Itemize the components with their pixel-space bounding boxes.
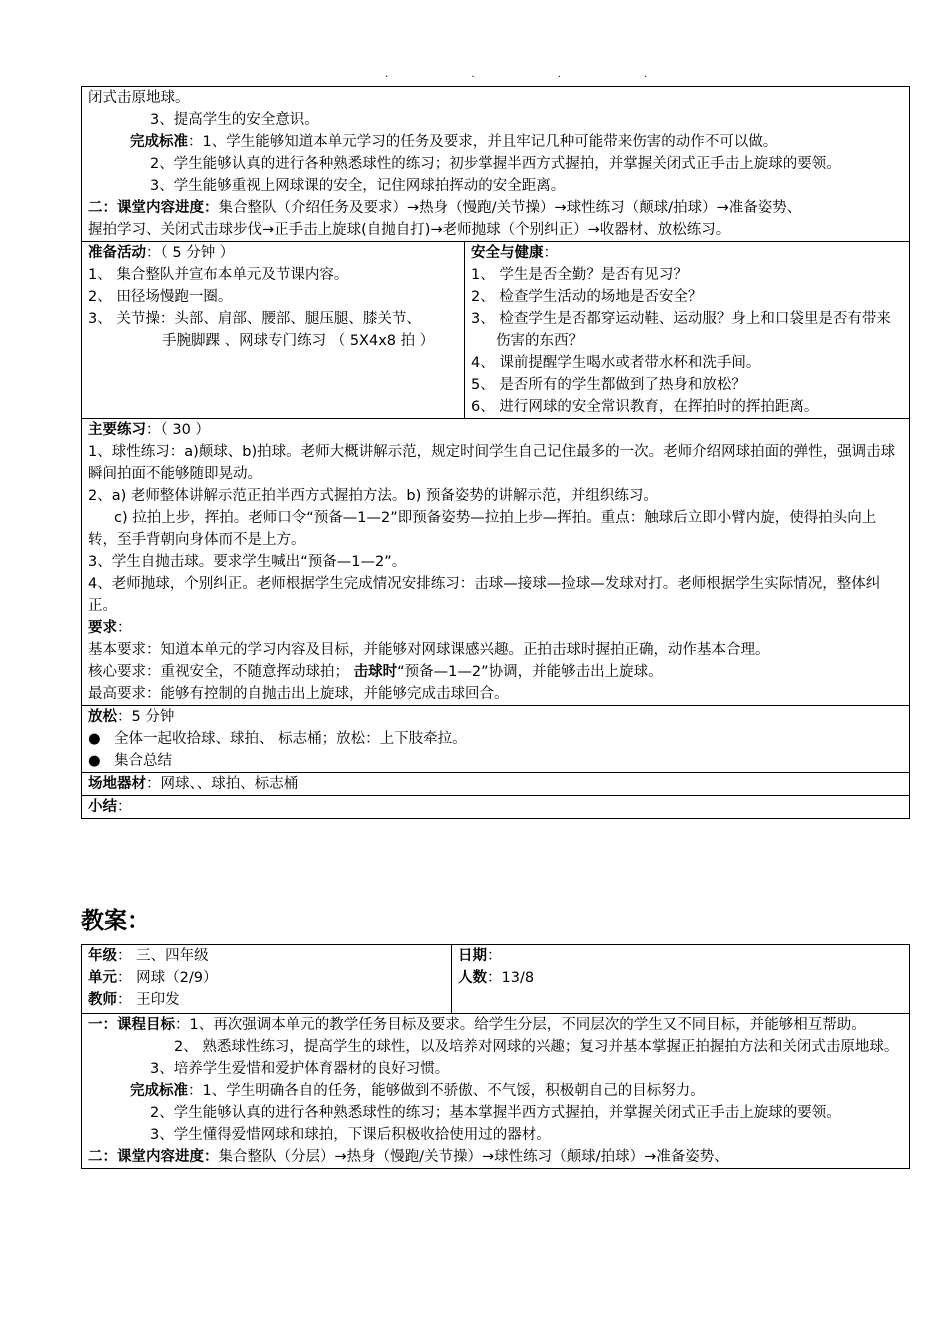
main-heading: 主要练习：（ 30 ）: [88, 422, 210, 438]
info-left: [82, 945, 452, 1014]
standard2-1: 完成标准：1、学生明确各自的任务，能够做到不骄傲、不气馁，积极朝自己的目标努力。: [130, 1083, 705, 1099]
standard-1: 完成标准：1、学生能够知道本单元学习的任务及要求，并且牢记几种可能带来伤害的动作不可以做。: [130, 134, 778, 150]
standard2-label: 完成标准: [130, 1083, 188, 1099]
main-line: 4、老师抛球，个别纠正。老师根据学生完成情况安排练习：击球—接球—捡球—发球对打。老师根据学生实际情况，整体纠正。: [88, 576, 881, 614]
goal2-3: 3、培养学生爱惜和爱护体育器材的良好习惯。: [150, 1061, 450, 1077]
goal-3: 3、提高学生的安全意识。: [150, 112, 319, 128]
safety-section: [465, 242, 910, 419]
requirements-label: 要求: [88, 620, 117, 636]
safety-heading: 安全与健康：: [471, 245, 558, 261]
requirement-core: 核心要求：重视安全，不随意挥动球拍； 击球时“预备—1—2”协调，并能够击出上旋球。: [88, 664, 663, 680]
equipment-section: 场地器材：网球、、球拍、标志桶: [82, 773, 910, 796]
count-line: 人数：13/8: [458, 970, 535, 986]
progress2-line-1: 二：课堂内容进度：集合整队（分层）→热身（慢跑/关节操）→球性练习（颠球/拍球）→准备姿势、: [88, 1149, 729, 1165]
safety-item: 5、 是否所有的学生都做到了热身和放松？: [471, 377, 746, 393]
teacher-line: 教师： 王印发: [88, 992, 180, 1008]
standard2-2: 2、学生能够认真的进行各种熟悉球性的练习；基本掌握半西方式握拍，并掌握关闭式正手击上旋球的要领。: [150, 1105, 841, 1121]
progress-line-2: 握拍学习、关闭式击球步伐→正手击上旋球(自抛自打)→老师抛球（个别纠正）→收器材、放松练习。: [88, 222, 731, 238]
prep-item: 2、 田径场慢跑一圈。: [88, 289, 233, 305]
safety-item: 3、 检查学生是否都穿运动鞋、运动服？身上和口袋里是否有带来伤害的东西？: [471, 311, 891, 349]
main-line: 2、a) 老师整体讲解示范正拍半西方式握拍方法。b) 预备姿势的讲解示范，并组织练习。: [88, 488, 658, 504]
goals2-section: [82, 1014, 910, 1169]
standard2-3: 3、学生懂得爱惜网球和球拍，下课后积极收拾使用过的器材。: [150, 1127, 551, 1143]
grade-label: 年级: [88, 948, 117, 964]
progress-label: 二：课堂内容进度：: [88, 200, 219, 216]
relax-section: [82, 706, 910, 773]
date-line: 日期：: [458, 948, 502, 964]
progress-line-1: 二：课堂内容进度：集合整队（介绍任务及要求）→热身（慢跑/关节操）→球性练习（颠球/拍球）→准备姿势、: [88, 200, 802, 216]
summary-section: 小结：: [82, 796, 910, 819]
standard-2: 2、学生能够认真的进行各种熟悉球性的练习；初步掌握半西方式握拍，并掌握关闭式正手击上旋球的要领。: [150, 156, 841, 172]
main-section: [82, 419, 910, 706]
lesson2-table: [81, 944, 910, 1169]
main-line-c: c) 拉拍上步，挥拍。老师口令“预备—1—2”即预备姿势—拉拍上步—挥拍。重点：触球后立即小臂内旋，使得拍头向上转，至手背朝向身体而不是上方。: [88, 510, 877, 548]
requirement-basic: 基本要求：知道本单元的学习内容及目标，并能够对网球课感兴趣。正拍击球时握拍正确，动作基本合理。: [88, 642, 770, 658]
count-label: 人数: [458, 970, 487, 986]
unit-label: 单元: [88, 970, 117, 986]
relax-item: ● 集合总结: [88, 750, 903, 772]
bullet-icon: ●: [88, 731, 101, 747]
safety-item: 6、 进行网球的安全常识教育，在挥拍时的挥拍距离。: [471, 399, 819, 415]
prep-label: 准备活动: [88, 245, 146, 261]
requirement-top: 最高要求：能够有控制的自抛击出上旋球，并能够完成击球回合。: [88, 686, 509, 702]
prep-item: 1、 集合整队并宣布本单元及节课内容。: [88, 267, 349, 283]
relax-label: 放松: [88, 709, 117, 725]
bullet-icon: ●: [88, 753, 101, 769]
prep-heading: 准备活动：（ 5 分钟 ）: [88, 245, 235, 261]
prep-item-cont: 手腕脚踝 、网球专门练习 （ 5X4x8 拍 ）: [162, 333, 435, 349]
teacher-label: 教师: [88, 992, 117, 1008]
safety-item: 2、 检查学生活动的场地是否安全？: [471, 289, 703, 305]
goals-section: [82, 87, 910, 242]
lesson1-table: [81, 86, 910, 819]
summary-label: 小结: [88, 799, 117, 815]
main-line: 1、球性练习：a)颠球、b)拍球。老师大概讲解示范，规定时间学生自己记住最多的一次。老师介绍网球拍面的弹性，强调击球瞬间拍面不能够随即晃动。: [88, 444, 896, 482]
header-dots: . . . .: [385, 69, 688, 80]
safety-item: 4、 课前提醒学生喝水或者带水杯和洗手间。: [471, 355, 761, 371]
goal2-1: 一：课程目标：1、再次强调本单元的教学任务目标及要求。给学生分层，不同层次的学生又不同目标，并能够相互帮助。: [88, 1017, 866, 1033]
requirements-heading: 要求：: [88, 620, 132, 636]
grade-line: 年级： 三、四年级: [88, 948, 209, 964]
goal2-label: 一：课程目标: [88, 1017, 175, 1033]
prep-section: [82, 242, 465, 419]
date-label: 日期: [458, 948, 487, 964]
safety-item: 1、 学生是否全勤？是否有见习？: [471, 267, 688, 283]
main-line: 3、学生自抛击球。要求学生喊出“预备—1—2”。: [88, 554, 407, 570]
page-title: 教案：: [81, 908, 150, 934]
standard-label: 完成标准: [130, 134, 188, 150]
safety-label: 安全与健康: [471, 245, 544, 261]
goals-cont: 闭式击原地球。: [88, 90, 190, 106]
info-right: [452, 945, 910, 1014]
main-label: 主要练习: [88, 422, 146, 438]
standard-3: 3、学生能够重视上网球课的安全，记住网球拍挥动的安全距离。: [150, 178, 566, 194]
relax-item: ● 全体一起收拾球、球拍、 标志桶；放松：上下肢牵拉。: [88, 728, 903, 750]
unit-line: 单元： 网球（2/9）: [88, 970, 218, 986]
goal2-2: 2、 熟悉球性练习，提高学生的球性，以及培养对网球的兴趣；复习并基本掌握正拍握拍方法和关闭式击原地球。: [174, 1039, 899, 1055]
relax-heading: 放松：5 分钟: [88, 709, 175, 725]
prep-item: 3、 关节操：头部、肩部、腰部、腿压腿、膝关节、: [88, 311, 421, 327]
progress2-label: 二：课堂内容进度：: [88, 1149, 219, 1165]
equipment-label: 场地器材: [88, 776, 146, 792]
